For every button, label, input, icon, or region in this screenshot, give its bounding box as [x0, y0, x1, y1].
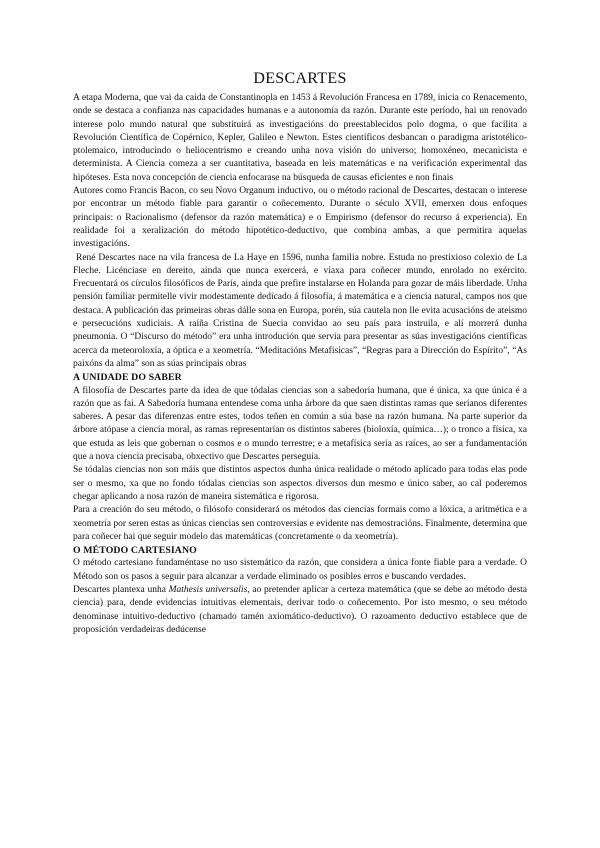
section-heading-unidade: A UNIDADE DO SABER	[73, 372, 182, 384]
section2-paragraph-2	[73, 584, 527, 637]
intro-paragraph-1: A etapa Moderna, que vai da caida de Constantinopla en 1453 á Revolución Francesa en 1789, inicia co Renacemento, onde se destaca a confianza nas capacidades humanas e a autonomía da razón. Durante este período, hai un renovado interese polo mundo natural que substituirá as investigacións do preestablecidos polo dogma, o que facilita a Revolución Científica de Copérnico, Kepler, Galileo e Newton. Estes científicos desbancan o paradigma aristotélico-ptolemaico, introducindo o heliocentrismo e creando unha nova visión do universo; homoxéneo, mecanicista e determinista. A Ciencia comeza a ser cuantitativa, baseada en leis matemáticas e na verificación experimental das hipóteses. Esta nova concepción de ciencia enfocarase na búsqueda de causas eficientes e non finais	[73, 93, 527, 183]
document-title: DESCARTES	[253, 70, 347, 87]
intro-paragraph-3: René Descartes nace na vila francesa de La Haye en 1596, nunha familia nobre. Estuda no prestixioso colexio de La Fleche. Licénciase en dereito, ainda que nunca exercerá, e viaxa para coñecer mundo, enrolado no exército. Frecuentará os círculos filosóficos de París, ainda que prefire instalarse en Holanda para gozar de máis liberdade. Unha pensión familiar permitelle vivir modestamente dedicado á filosofía, á matemática e a ciencia natural, campos nos que destaca. A publicación das primeiras obras dálle sona en Europa, porén, súa cautela non lle evita acusacións de ateismo e persecucións xudiciais. A raíña Cristina de Suecia convidao ao seu país para instruila, e alí morrerá dunha pneumonía. O “Discurso do método” era unha introdución que servía para presentar as súas investigacións científicas acerca da meteoroloxía, a óptica e a xeometría. “Meditacións Metafísicas”, “Regras para a Dirección do Espírito”, “As paixóns da alma” son as súas principais obras	[73, 252, 527, 369]
section2-paragraph-1: O método cartesiano fundaméntase no uso sistemático da razón, que considera a única fonte fiable para a verdade. O Método son os pasos a seguir para alcanzar a verdade eliminado os posibles erros e buscando verdades.	[73, 558, 527, 582]
section1-paragraph-1: A filosofía de Descartes parte da idea de que tódalas ciencias son a sabedoría humana, que é única, xa que única é a razón que as fai. A Sabedoría humana entendese coma unha árbore da que saen distintas ramas que seríanos diferentes saberes. A pesar das diferenzas entre estes, todos teñen en común a súa base na razón humana. Na parte superior da árbore atópase a ciencia moral, as ramas representarían os distintos saberes (bioloxía, química…); o tronco a física, xa que estuda as leis que gobernan o cosmos e o mundo terrestre; e a metafísica sería as raíces, ao ser a fundamentación que a nova ciencia precisaba, obxectivo que Descartes perseguía.	[73, 385, 527, 463]
mathesis-universalis-term: Mathesis universalis	[168, 584, 248, 595]
intro-paragraph-2: Autores como Francis Bacon, co seu Novo Organum inductivo, ou o método racional de Descartes, destacan o interese por encontrar un método fiable para garantir o coñecemento. Durante o século XVII, emerxen dous enfoques principais: o Racionalismo (defensor da razón matemática) e o Empirismo (defensor do recurso á experiencia). En realidade foi a xeralización do método hipotético-deductivo, que combina ambas, a que permitira aquelas investigacións.	[73, 186, 527, 250]
section1-paragraph-2: Se tódalas ciencias non son máis que distintos aspectos dunha única realidade o método aplicado para todas elas pode ser o mesmo, xa que no fondo tódalas ciencias son aspectos diversos dun mesmo e único saber, ao cal poderemos chegar aplicando a nosa razón de maneira sistemática e rigorosa.	[73, 465, 527, 502]
section1-paragraph-3: Para a creación do seu método, o filósofo considerará os métodos das ciencias formais como a lóxica, a aritmética e a xeometría por seren estas as únicas ciencias sen controversias e evidente nas demostracións. Finalmente, determina que para coñecer hai que seguir modelo das matemáticas (concretamente o da xeometría).	[73, 505, 527, 542]
section2-text-before: Descartes plantexa unha	[73, 584, 169, 595]
section2-text-after: , ao pretender aplicar a certeza matemática (que se debe ao método desta ciencia) para, dende evidencias intuitivas elementais, derivar todo o coñecemento. Por isto mesmo, o seu método denominase intuitivo-deductivo (chamado tamén axiomático-deductivo). O razoamento deductivo establece que de proposición verdadeiras dedúcense	[73, 584, 527, 635]
section-heading-metodo: O MÉTODO CARTESIANO	[73, 545, 197, 557]
